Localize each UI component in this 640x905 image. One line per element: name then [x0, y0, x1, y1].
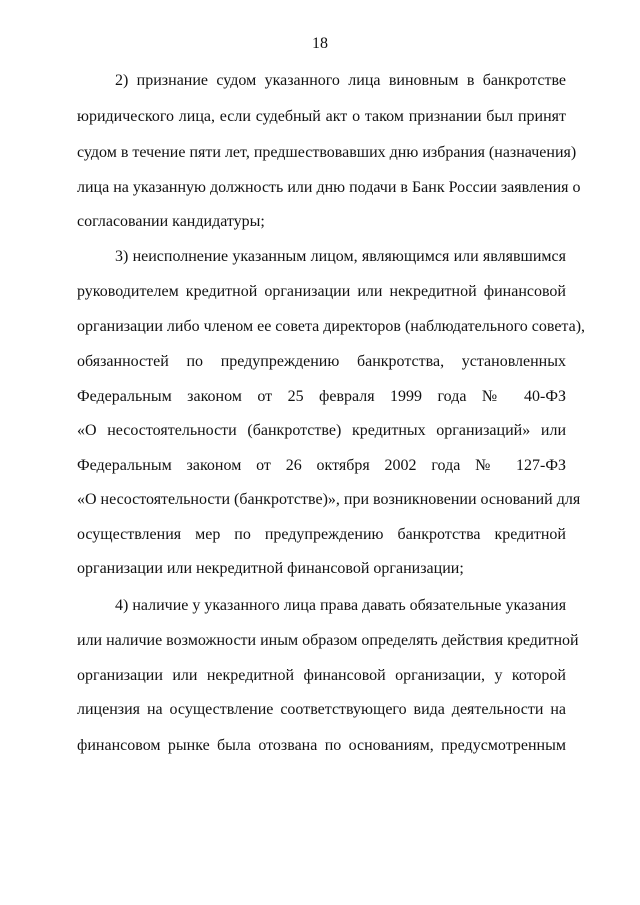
paragraph-2-line: юридического лица, если судебный акт о таком признании был принят [77, 108, 566, 125]
paragraph-2-line: судом в течение пяти лет, предшествовавших дню избрания (назначения) [77, 144, 577, 161]
paragraph-2-line: 2) признание судом указанного лица виновным в банкротстве [115, 72, 566, 89]
paragraph-3-line: «О несостоятельности (банкротстве) кредитных организаций» или [77, 422, 566, 439]
paragraph-3-line: организации либо членом ее совета директоров (наблюдательного совета), [77, 318, 586, 335]
paragraph-2-line: лица на указанную должность или дню подачи в Банк России заявления о [77, 179, 581, 196]
paragraph-3-line: Федеральным законом от 26 октября 2002 года № 127-ФЗ [77, 457, 566, 474]
paragraph-3-line: «О несостоятельности (банкротстве)», при возникновении оснований для [77, 491, 581, 508]
paragraph-3-line: обязанностей по предупреждению банкротства, установленных [77, 353, 566, 370]
paragraph-4-line: 4) наличие у указанного лица права давать обязательные указания [115, 597, 567, 614]
paragraph-3-line: 3) неисполнение указанным лицом, являющимся или являвшимся [115, 248, 566, 265]
paragraph-4-line: финансовом рынке была отозвана по основаниям, предусмотренным [77, 737, 566, 754]
paragraph-3-line: Федеральным законом от 25 февраля 1999 года № 40-ФЗ [77, 388, 566, 405]
paragraph-3-line: руководителем кредитной организации или некредитной финансовой [77, 283, 566, 300]
paragraph-4-line: лицензия на осуществление соответствующего вида деятельности на [77, 701, 566, 718]
paragraph-4-line: организации или некредитной финансовой организации, у которой [77, 667, 566, 684]
page-number: 18 [312, 35, 328, 52]
paragraph-3-line: осуществления мер по предупреждению банкротства кредитной [77, 526, 566, 543]
paragraph-4-line: или наличие возможности иным образом определять действия кредитной [77, 632, 579, 649]
paragraph-3-line: организации или некредитной финансовой организации; [77, 560, 464, 577]
paragraph-2-line: согласовании кандидатуры; [77, 213, 265, 230]
